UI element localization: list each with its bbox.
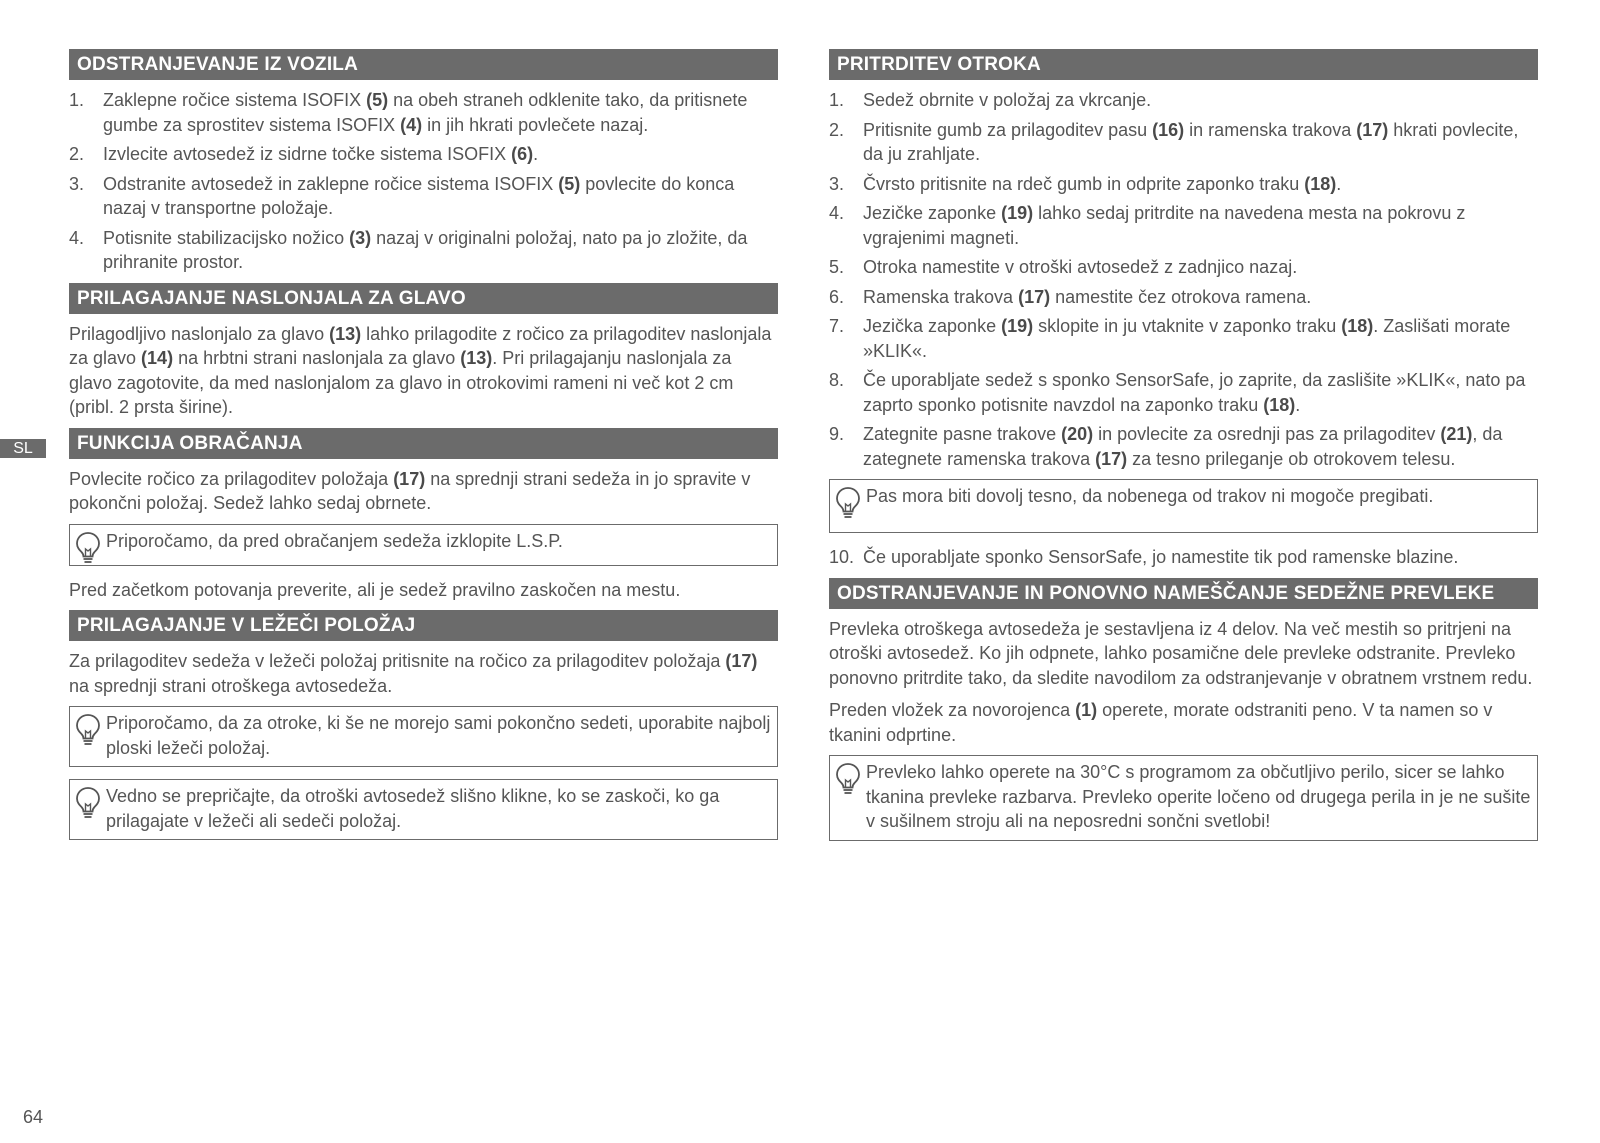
step-number: 5. — [829, 257, 845, 277]
list-item — [829, 545, 1538, 570]
text-run: sklopite in ju vtaknite v zaponko traku — [1033, 316, 1342, 336]
step-number: 2. — [829, 119, 845, 140]
text-run: Če uporabljate sponko SensorSafe, jo namestite tik pod ramenske blazine. — [863, 547, 1459, 567]
right-column — [829, 49, 1538, 853]
text-run: Za prilagoditev sedeža v ležeči položaj pritisnite na ročico za prilagoditev položaja — [69, 651, 726, 671]
list-item — [829, 172, 1538, 197]
text-run: , da zategnete ramenska trakova — [863, 424, 1503, 469]
lightbulb-icon — [75, 531, 101, 565]
language-tab: SL — [0, 439, 46, 458]
text-run: . Zaslišati morate »KLIK«. — [863, 316, 1511, 361]
text-run: Sedež obrnite v položaj za vkrcanje. — [863, 90, 1152, 110]
section-heading: PRILAGAJANJE NASLONJALA ZA GLAVO — [69, 283, 778, 314]
part-reference: (13) — [460, 348, 493, 368]
child-securing-steps — [829, 88, 1538, 471]
part-reference: (4) — [400, 114, 423, 135]
paragraph — [69, 467, 778, 516]
step-text — [863, 314, 1538, 363]
part-reference: (14) — [141, 348, 174, 368]
section-heading: ODSTRANJEVANJE IZ VOZILA — [69, 49, 778, 80]
step-text — [863, 255, 1538, 280]
text-run: Odstranite avtosedež in zaklepne ročice sistema ISOFIX — [103, 173, 559, 194]
list-item — [69, 142, 778, 167]
lightbulb-icon — [835, 762, 861, 796]
text-run: . — [1336, 173, 1342, 194]
part-reference: (18) — [1304, 173, 1337, 194]
text-run: hkrati povlecite, da ju zrahljate. — [863, 119, 1519, 164]
step-text — [103, 226, 778, 275]
list-item — [69, 172, 778, 221]
part-reference: (6) — [511, 144, 534, 164]
list-item — [829, 285, 1538, 310]
text-run: . — [533, 144, 539, 164]
text-run: Če uporabljate sedež s sponko SensorSafe, jo zaprite, da zaslišite »KLIK«, nato pa zaprto sponko potisnite navzdol na zaponko traku — [863, 370, 1526, 415]
part-reference: (16) — [1152, 119, 1185, 140]
text-run: . Pri prilagajanju naslonjala za glavo zagotovite, da med naslonjalom za glavo in otrokovimi rameni ni več kot 2 cm (pribl. 2 prsta širine). — [69, 348, 734, 417]
section-heading: PRITRDITEV OTROKA — [829, 49, 1538, 80]
text-run: namestite čez otrokova ramena. — [1050, 286, 1312, 307]
part-reference: (5) — [366, 90, 389, 110]
step-number: 6. — [829, 286, 845, 307]
step-number: 4. — [69, 227, 85, 248]
text-run: Jezičke zaponke — [863, 203, 1002, 223]
section-heading: ODSTRANJEVANJE IN PONOVNO NAMEŠČANJE SEDEŽNE PREVLEKE — [829, 578, 1538, 609]
list-item — [829, 314, 1538, 363]
lightbulb-icon — [75, 713, 101, 747]
child-securing-step-10 — [829, 545, 1538, 570]
part-reference: (21) — [1440, 424, 1473, 444]
text-run: Izvlecite avtosedež iz sidrne točke sistema ISOFIX — [103, 144, 512, 164]
step-text — [863, 118, 1538, 167]
tip-note — [69, 524, 778, 566]
list-item — [829, 255, 1538, 280]
paragraph — [829, 698, 1538, 747]
section-heading: PRILAGAJANJE V LEŽEČI POLOŽAJ — [69, 610, 778, 641]
text-run: in povlecite za osrednji pas za prilagoditev — [1093, 424, 1441, 444]
part-reference: (18) — [1341, 316, 1374, 336]
text-run: Pritisnite gumb za prilagoditev pasu — [863, 119, 1153, 140]
step-number: 10. — [829, 547, 855, 567]
text-run: Preden vložek za novorojenca — [829, 700, 1076, 720]
list-item — [829, 118, 1538, 167]
text-run: Otroka namestite v otroški avtosedež z zadnjico nazaj. — [863, 257, 1298, 277]
lightbulb-icon — [75, 786, 101, 820]
step-text — [863, 172, 1538, 197]
part-reference: (17) — [1095, 448, 1128, 469]
step-number: 4. — [829, 203, 845, 223]
tip-note — [69, 779, 778, 840]
list-item — [829, 201, 1538, 250]
step-number: 3. — [69, 173, 85, 194]
paragraph — [69, 649, 778, 698]
part-reference: (1) — [1075, 700, 1098, 720]
part-reference: (17) — [1018, 286, 1051, 307]
step-number: 1. — [829, 90, 845, 110]
step-number: 1. — [69, 90, 85, 110]
step-text — [863, 285, 1538, 310]
list-item — [829, 88, 1538, 113]
text-run: in ramenska trakova — [1184, 119, 1357, 140]
list-item — [829, 422, 1538, 471]
part-reference: (17) — [393, 468, 426, 489]
text-run: Jezička zaponke — [863, 316, 1002, 336]
step-text — [103, 88, 778, 137]
step-text — [103, 172, 778, 221]
part-reference: (19) — [1001, 203, 1034, 223]
paragraph: Prevleka otroškega avtosedeža je sestavljena iz 4 delov. Na več mestih so pritrjeni na otroški avtosedež. Ko jih odpnete, lahko posamične dele prevleke odstranite. Prevleko ponovno pritrdite tako, da sledite navodilom za odstranjevanje v obratnem vrstnem redu. — [829, 618, 1533, 688]
text-run: na hrbtni strani naslonjala za glavo — [173, 348, 461, 368]
section-heading: FUNKCIJA OBRAČANJA — [69, 428, 778, 459]
text-run: Prilagodljivo naslonjalo za glavo — [69, 323, 330, 344]
tip-text: Priporočamo, da za otroke, ki še ne morejo sami pokončno sedeti, uporabite najbolj ploski ležeči položaj. — [106, 713, 771, 758]
text-run: Ramenska trakova — [863, 286, 1019, 307]
step-text — [863, 422, 1538, 471]
part-reference: (19) — [1001, 316, 1034, 336]
text-run: na sprednji strani sedeža in jo spravite v pokončni položaj. Sedež lahko sedaj obrnete. — [69, 468, 751, 513]
text-run: Zaklepne ročice sistema ISOFIX — [103, 90, 367, 110]
text-run: in jih hkrati povlečete nazaj. — [422, 114, 649, 135]
list-item — [69, 226, 778, 275]
list-item — [69, 88, 778, 137]
step-number: 3. — [829, 173, 845, 194]
step-text — [863, 545, 1538, 570]
text-run: Povlecite ročico za prilagoditev položaja — [69, 468, 394, 489]
part-reference: (13) — [329, 323, 362, 344]
text-run: operete, morate odstraniti peno. V ta namen so v tkanini odprtine. — [829, 700, 1493, 745]
step-text — [103, 142, 778, 167]
part-reference: (3) — [349, 227, 372, 248]
left-column — [69, 49, 778, 852]
tip-note — [829, 479, 1538, 533]
list-item — [829, 368, 1538, 417]
paragraph: Pred začetkom potovanja preverite, ali je sedež pravilno zaskočen na mestu. — [69, 579, 681, 600]
text-run: na sprednji strani otroškega avtosedeža. — [69, 675, 393, 696]
part-reference: (20) — [1061, 424, 1094, 444]
text-run: lahko prilagodite z ročico za prilagoditev naslonjala za glavo — [69, 323, 772, 368]
text-run: Zategnite pasne trakove — [863, 424, 1062, 444]
text-run: za tesno prileganje ob otrokovem telesu. — [1127, 448, 1456, 469]
text-run: Potisnite stabilizacijsko nožico — [103, 227, 350, 248]
text-run: na obeh straneh odklenite tako, da pritisnete gumbe za sprostitev sistema ISOFIX — [103, 90, 748, 135]
step-number: 2. — [69, 144, 85, 164]
step-text — [863, 88, 1538, 113]
step-number: 7. — [829, 316, 845, 336]
lightbulb-icon — [835, 486, 861, 520]
step-text — [863, 201, 1538, 250]
tip-note — [69, 706, 778, 767]
tip-text: Priporočamo, da pred obračanjem sedeža izklopite L.S.P. — [106, 530, 563, 551]
tip-text: Prevleko lahko operete na 30°C s programom za občutljivo perilo, sicer se lahko tkanina prevleke razbarva. Prevleko operite ločeno od drugega perila in je ne sušite v sušilnem stroju ali na neposredni sončni svetlobi! — [866, 762, 1531, 831]
part-reference: (5) — [558, 173, 581, 194]
text-run: . — [1295, 394, 1301, 415]
page-number: 64 — [23, 1107, 44, 1127]
text-run: nazaj v originalni položaj, nato pa jo zložite, da prihranite prostor. — [103, 227, 748, 272]
text-run: lahko sedaj pritrdite na navedena mesta na pokrovu z vgrajenimi magneti. — [863, 203, 1466, 248]
step-number: 8. — [829, 370, 845, 390]
paragraph — [69, 322, 778, 420]
tip-text: Vedno se prepričajte, da otroški avtosedež slišno klikne, ko se zaskoči, ko ga prilagajate v ležeči ali sedeči položaj. — [106, 786, 720, 831]
step-text — [863, 368, 1538, 417]
text-run: Čvrsto pritisnite na rdeč gumb in odprite zaponko traku — [863, 173, 1305, 194]
part-reference: (17) — [1356, 119, 1389, 140]
step-number: 9. — [829, 424, 845, 444]
removal-steps — [69, 88, 778, 275]
tip-note — [829, 755, 1538, 841]
part-reference: (18) — [1263, 394, 1296, 415]
tip-text: Pas mora biti dovolj tesno, da nobenega od trakov ni mogoče pregibati. — [866, 486, 1434, 506]
text-run: povlecite do konca nazaj v transportne položaje. — [103, 173, 735, 218]
part-reference: (17) — [725, 651, 758, 671]
